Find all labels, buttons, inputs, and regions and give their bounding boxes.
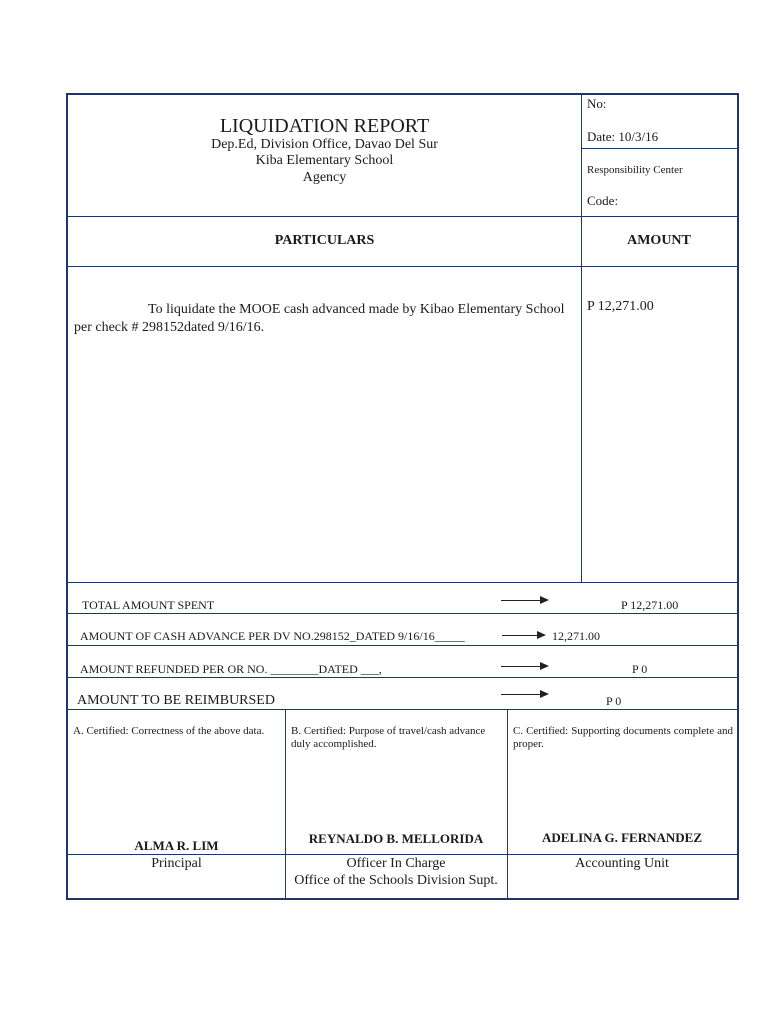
cert-c-text: C. Certified: Supporting documents complete and proper.	[513, 725, 733, 750]
particulars-amount: P 12,271.00	[587, 299, 654, 314]
signatory-c-name: ADELINA G. FERNANDEZ	[542, 830, 702, 845]
cash-advance-label: AMOUNT OF CASH ADVANCE PER DV NO.298152_DATED 9/16/16_____	[80, 629, 465, 643]
signatory-a-name: ALMA R. LIM	[134, 838, 219, 853]
school-line: Kiba Elementary School	[255, 153, 394, 168]
divider-amount-column	[581, 95, 582, 582]
liquidation-form	[66, 93, 739, 900]
signatory-b-office: Office of the Schools Division Supt.	[294, 873, 498, 888]
office-line: Dep.Ed, Division Office, Davao Del Sur	[211, 137, 438, 152]
signatory-c-title: Accounting Unit	[575, 856, 669, 871]
agency-label: Agency	[302, 170, 347, 185]
total-spent-label: TOTAL AMOUNT SPENT	[82, 598, 215, 612]
divider-advance-row	[68, 645, 737, 646]
divider-right-header-mid	[581, 148, 737, 149]
divider-signature-row	[68, 854, 737, 855]
divider-total-row	[68, 613, 737, 614]
divider-particulars-header	[68, 266, 737, 267]
signatory-b-name: REYNALDO B. MELLORIDA	[308, 831, 484, 846]
cert-a-text: A. Certified: Correctness of the above data.	[73, 725, 265, 737]
particulars-text: To liquidate the MOOE cash advanced made by Kibao Elementary School per check # 298152dated 9/16/16.	[74, 302, 565, 335]
code-label: Code:	[587, 193, 619, 208]
divider-body-bottom	[68, 582, 737, 583]
divider-refund-row	[68, 677, 737, 678]
divider-header-bottom	[68, 216, 737, 217]
arrow-right-icon	[501, 662, 549, 672]
arrow-right-icon	[502, 631, 546, 641]
particulars-header: PARTICULARS	[274, 233, 375, 248]
total-spent-value: P 12,271.00	[621, 598, 679, 612]
date-field: Date: 10/3/16	[587, 129, 659, 144]
reimbursed-label: AMOUNT TO BE REIMBURSED	[77, 693, 275, 708]
signatory-b-title: Officer In Charge	[346, 856, 446, 871]
refunded-value: P 0	[632, 662, 648, 676]
responsibility-center-label: Responsibility Center	[587, 164, 683, 176]
report-title: LIQUIDATION REPORT	[219, 115, 430, 137]
reimbursed-value: P 0	[606, 694, 622, 708]
amount-header: AMOUNT	[627, 233, 691, 248]
cash-advance-value: 12,271.00	[552, 629, 600, 643]
signatory-a-title: Principal	[151, 856, 202, 871]
arrow-right-icon	[501, 596, 549, 606]
no-label: No:	[587, 96, 607, 111]
cert-b-text: B. Certified: Purpose of travel/cash advance duly accomplished.	[291, 725, 486, 750]
refunded-label: AMOUNT REFUNDED PER OR NO. ________DATED ___,	[80, 662, 382, 676]
arrow-right-icon	[501, 690, 549, 700]
